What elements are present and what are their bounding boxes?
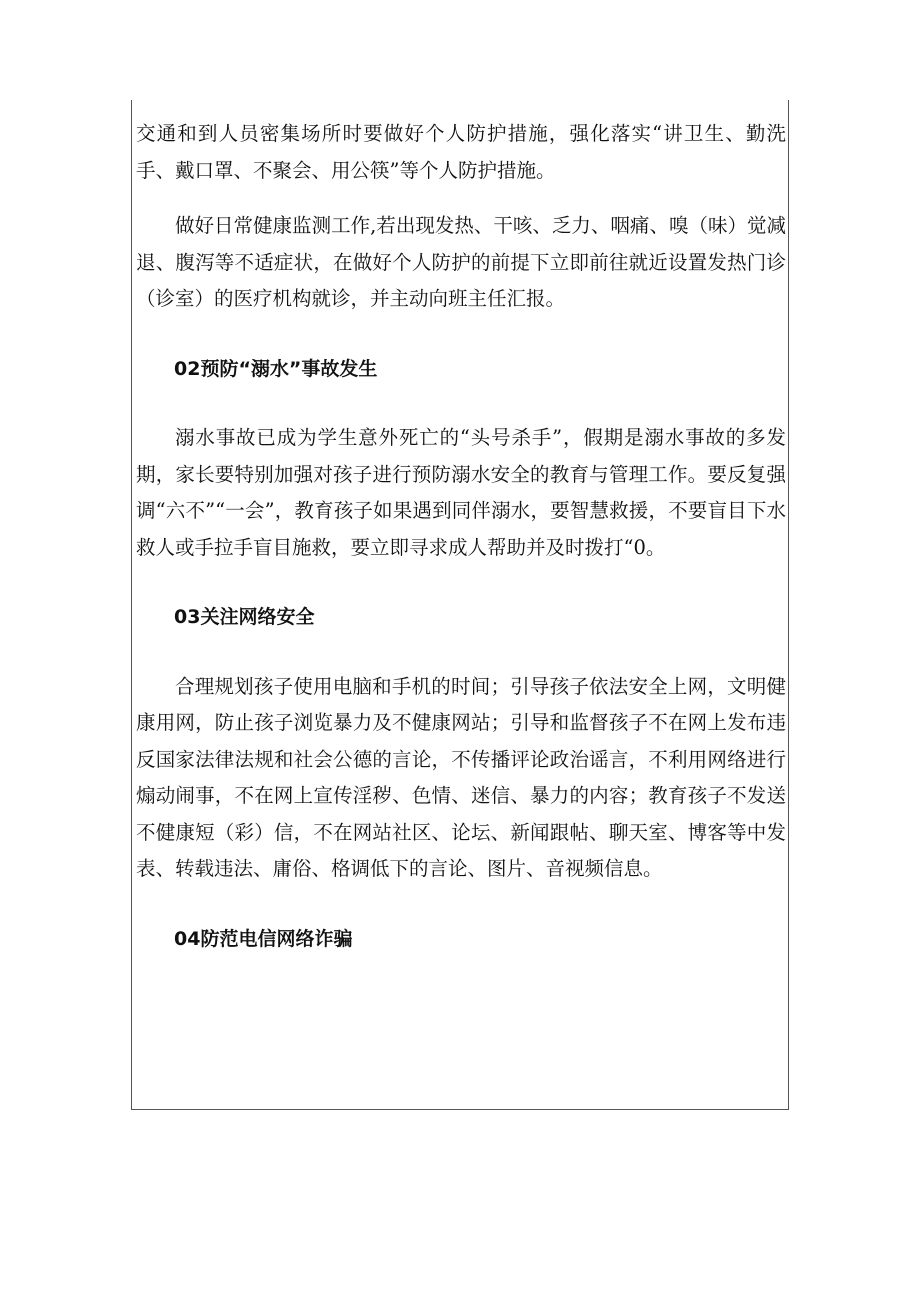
paragraph-drowning: 溺水事故已成为学生意外死亡的“头号杀手”，假期是溺水事故的多发期，家长要特别加强对孩子进行预防溺水安全的教育与管理工作。要反复强调“六不”“一会”，教育孩子如果遇到同伴溺水，要智慧救援，不要盲目下水救人或手拉手盲目施救，要立即寻求成人帮助并及时拨打“0。: [136, 426, 786, 559]
paragraph-personal-protection-continued: 交通和到人员密集场所时要做好个人防护措施，强化落实“讲卫生、勤洗手、戴口罩、不聚会、用公筷”等个人防护措施。: [136, 122, 786, 182]
document-body: [136, 116, 786, 957]
heading-network-safety: 03关注网络安全: [174, 606, 315, 628]
heading-drowning-prevention: 02预防“溺水”事故发生: [174, 357, 378, 380]
heading-telecom-fraud: 04防范电信网络诈骗: [174, 927, 353, 950]
paragraph-health-monitoring: 做好日常健康监测工作,若出现发热、干咳、乏力、咽痛、嗅（味）觉减退、腹泻等不适症状，在做好个人防护的前提下立即前往就近设置发热门诊（诊室）的医疗机构就诊，并主动向班主任汇报。: [136, 214, 786, 310]
paragraph-network-safety: 合理规划孩子使用电脑和手机的时间；引导孩子依法安全上网，文明健康用网，防止孩子浏览暴力及不健康网站；引导和监督孩子不在网上发布违反国家法律法规和社会公德的言论，不传播评论政治谣言，不利用网络进行煽动闹事，不在网上宣传淫秽、色情、迷信、暴力的内容；教育孩子不发送不健康短（彩）信，不在网站社区、论坛、新闻跟帖、聊天室、博客等中发表、转载违法、庸俗、格调低下的言论、图片、音视频信息。: [136, 674, 786, 880]
